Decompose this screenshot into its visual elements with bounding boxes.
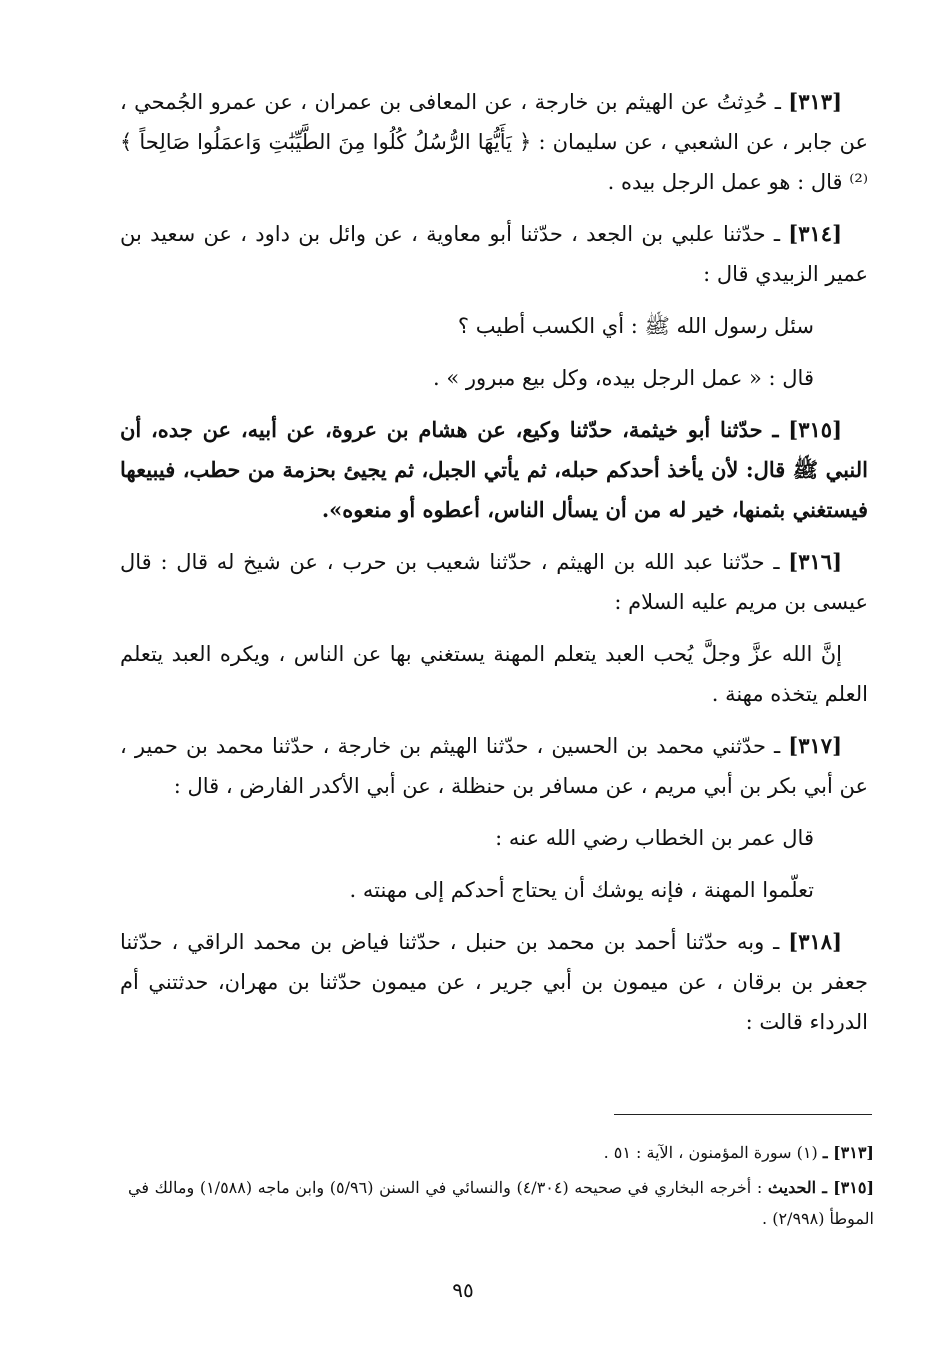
main-text xyxy=(120,82,868,1054)
paragraph-text: ـ حدّثني محمد بن الحسين ، حدّثنا الهيثم بن خارجة ، حدّثنا محمد بن حمير ، عن أبي بكر بن أبي مريم ، عن مسافر بن حنظلة ، عن أبي الأكدر الفارض ، قال : xyxy=(120,734,868,798)
quote-line xyxy=(120,870,868,910)
paragraph-313 xyxy=(120,82,868,202)
paragraph-text: ـ حدّثنا أبو خيثمة، حدّثنا وكيع، عن هشام بن عروة، عن أبيه، عن جده، أن النبي ﷺ قال: لأن يأخذ أحدكم حبله، ثم يأتي الجبل، ثم يجيئ بحزمة من حطب، فيبيعها فيستغني بثمنها، خير له من أن يسأل الناس، أعطوه أو منعوه». xyxy=(120,417,868,522)
paragraph-315 xyxy=(120,410,868,530)
paragraph-text: قال : « عمل الرجل بيده، وكل بيع مبرور » . xyxy=(432,366,814,390)
hadith-number: [٣١٥] xyxy=(788,417,842,442)
paragraph-317 xyxy=(120,726,868,806)
footnote xyxy=(128,1172,874,1234)
footnote-label: [٣١٣] ـ xyxy=(822,1143,874,1162)
footnote-text: : أخرجه البخاري في صحيحه (٤/٣٠٤) والنسائي في السنن (٥/٩٦) وابن ماجه (١/٥٨٨) ومالك في الموطأ (٢/٩٩٨) . xyxy=(128,1178,874,1228)
paragraph-text: ـ حُدِثتُ عن الهيثم بن خارجة ، عن المعافى بن عمران ، عن عمرو الجُمحي ، عن جابر ، عن الشعبي ، عن سليمان : ﴿ يَأَيُّهَا الرُّسُلُ كُلُوا مِنَ الطَّيِّبَٰتِ وَاعمَلُوا صَالِحاً ﴾⁽²⁾ قال : هو عمل الرجل بيده . xyxy=(120,90,868,194)
paragraph-text: ـ حدّثنا علبي بن الجعد ، حدّثنا أبو معاوية ، عن وائل بن داود ، عن سعيد بن عمير الزبيدي قال : xyxy=(120,222,868,286)
paragraph-314 xyxy=(120,214,868,294)
footnote-divider xyxy=(614,1114,872,1115)
paragraph-text: ـ وبه حدّثنا أحمد بن محمد بن حنبل ، حدّثنا فياض بن محمد الراقي ، حدّثنا جعفر بن برقان ، عن ميمون بن أبي جرير ، عن ميمون حدّثنا بن مهران، حدثتني أم الدرداء قالت : xyxy=(120,930,868,1034)
paragraph-318 xyxy=(120,922,868,1042)
paragraph-text: إنَّ الله عزَّ وجلَّ يُحب العبد يتعلم المهنة يستغني بها عن الناس ، ويكره العبد يتعلم العلم يتخذه مهنة . xyxy=(120,642,868,706)
page-number: ٩٥ xyxy=(452,1278,474,1302)
quote-paragraph xyxy=(120,634,868,714)
hadith-number: [٣١٦] xyxy=(788,549,842,574)
hadith-number: [٣١٤] xyxy=(788,221,842,246)
quote-line xyxy=(120,358,868,398)
paragraph-text: سئل رسول الله ﷺ : أي الكسب أطيب ؟ xyxy=(457,314,814,338)
quote-line xyxy=(120,818,868,858)
hadith-number: [٣١٣] xyxy=(788,89,842,114)
paragraph-316 xyxy=(120,542,868,622)
paragraph-text: قال عمر بن الخطاب رضي الله عنه : xyxy=(495,826,814,850)
footnotes xyxy=(128,1137,874,1238)
footnote-text: (١) سورة المؤمنون ، الآية : ٥١ . xyxy=(603,1143,823,1162)
quote-line xyxy=(120,306,868,346)
paragraph-text: ـ حدّثنا عبد الله بن الهيثم ، حدّثنا شعيب بن حرب ، عن شيخ له قال : قال عيسى بن مريم عليه السلام : xyxy=(120,550,868,614)
hadith-number: [٣١٧] xyxy=(788,733,842,758)
footnote-label: [٣١٥] ـ الحديث xyxy=(767,1178,875,1197)
hadith-number: [٣١٨] xyxy=(788,929,842,954)
footnote xyxy=(128,1137,874,1168)
paragraph-text: تعلّموا المهنة ، فإنه يوشك أن يحتاج أحدكم إلى مهنته . xyxy=(349,878,814,902)
